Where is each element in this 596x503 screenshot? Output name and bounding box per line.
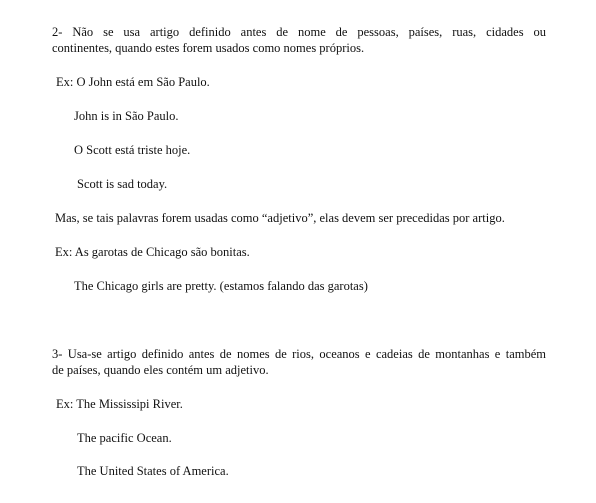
- rule-2-adjective-note: Mas, se tais palavras forem usadas como “adjetivo”, elas devem ser precedidas por artigo.: [55, 211, 505, 225]
- rule-3-example-3: The United States of America.: [77, 464, 229, 478]
- rule-2-example-3-translation: The Chicago girls are pretty. (estamos falando das garotas): [74, 279, 368, 293]
- rule-3-example-1: Ex: The Mississipi River.: [56, 397, 183, 411]
- rule-2-example-2-translation: Scott is sad today.: [77, 177, 168, 191]
- rule-2-example-2: O Scott está triste hoje.: [74, 143, 191, 157]
- rule-3-paragraph: [52, 346, 546, 378]
- rule-2-line-2: continentes, quando estes forem usados como nomes próprios.: [52, 41, 365, 55]
- rule-2-paragraph: [52, 24, 546, 56]
- rule-2-example-1: Ex: O John está em São Paulo.: [56, 75, 210, 89]
- rule-3-line-2: de países, quando eles contém um adjetivo.: [52, 363, 269, 377]
- rule-3-line-1: 3- Usa-se artigo definido antes de nomes de rios, oceanos e cadeias de montanhas e também: [52, 347, 546, 361]
- rule-2-line-1: 2- Não se usa artigo definido antes de nome de pessoas, países, ruas, cidades ou: [52, 25, 546, 39]
- rule-3-example-2: The pacific Ocean.: [77, 431, 172, 445]
- rule-2-example-1-translation: John is in São Paulo.: [74, 109, 179, 123]
- rule-2-example-3: Ex: As garotas de Chicago são bonitas.: [55, 245, 250, 259]
